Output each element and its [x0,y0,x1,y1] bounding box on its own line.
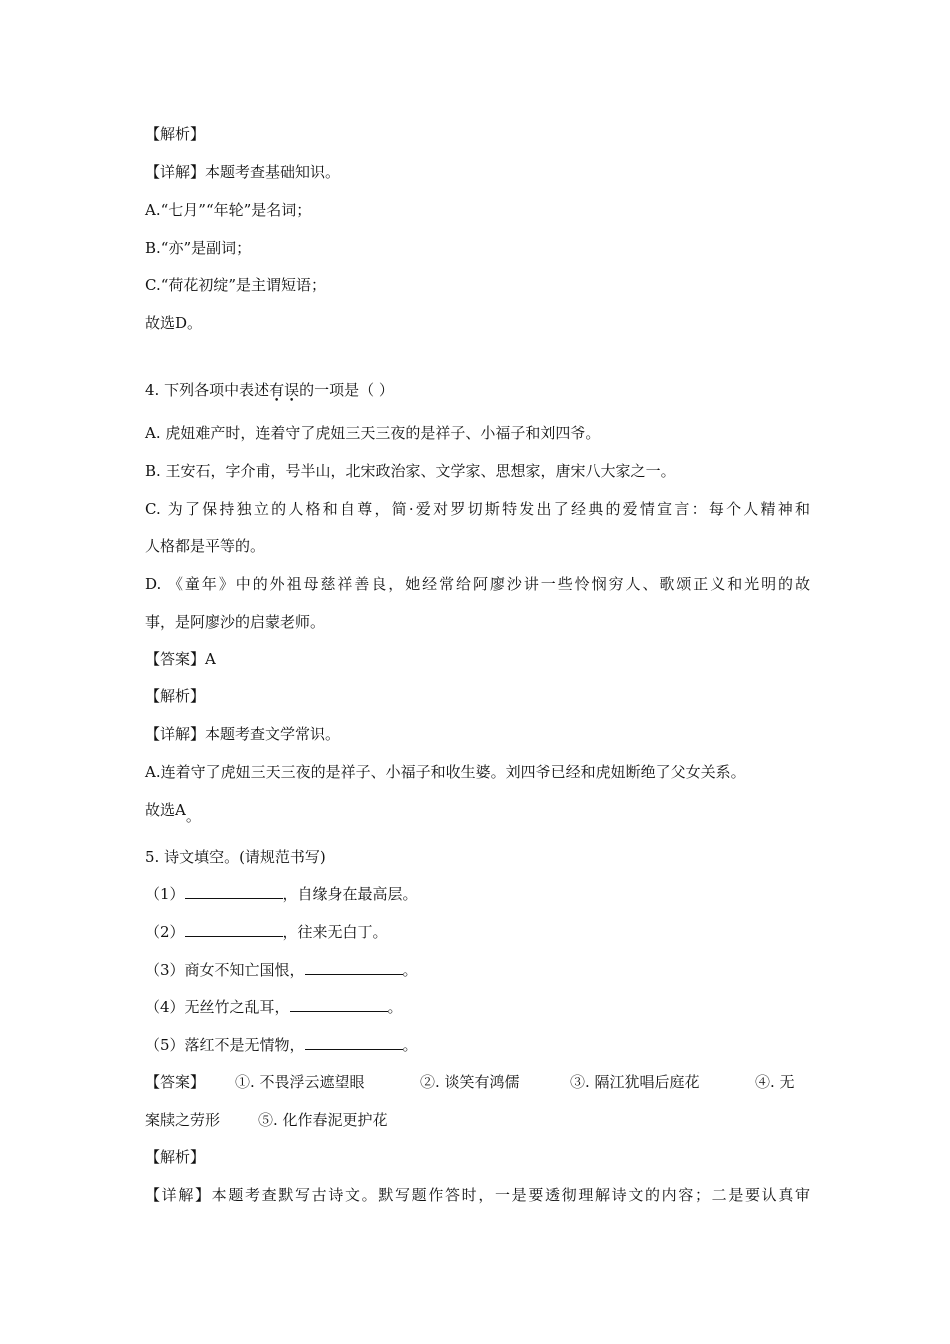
answer-3: ③. 隔江犹唱后庭花 [570,1073,700,1091]
stem-suffix: 的一项是（ ） [299,381,394,399]
conclusion-period: 。 [185,807,201,825]
emphasized-char: 有 [269,381,285,399]
question-4-option-c-line2: 人格都是平等的。 [145,537,266,555]
item-number: （1） [145,885,185,903]
detail-text: 【详解】本题考查基础知识。 [145,163,341,181]
conclusion [145,800,810,825]
item-text: ，自缘身在最高层。 [282,885,418,903]
fill-blank[interactable] [185,922,283,937]
item-end: 。 [402,1036,418,1054]
question-4-option-b: B. 王安石，字介甫，号半山，北宋政治家、文学家、思想家，唐宋八大家之一。 [145,462,676,480]
detail-text: 【详解】本题考查默写古诗文。默写题作答时，一是要透彻理解诗文的内容；二是要认真审 [145,1186,810,1204]
item-text: （3）商女不知亡国恨， [145,961,305,979]
poem-item-4 [145,997,810,1017]
poem-item-1 [145,884,810,904]
option-b-explain: B.“亦”是副词； [145,239,252,257]
emphasized-char: 误 [284,381,300,399]
option-a-explain: A.“七月”“年轮”是名词； [145,201,312,219]
question-4-option-c-line1: C. 为了保持独立的人格和自尊，简·爱对罗切斯特发出了经典的爱情宣言：每个人精神和 [145,500,810,518]
item-text: ，往来无白丁。 [282,923,388,941]
explain-text: A.连着守了虎妞三天三夜的是祥子、小福子和收生婆。刘四爷已经和虎妞断绝了父女关系。 [145,763,746,781]
answer-row-2 [145,1110,810,1130]
answer-2: ②. 谈笑有鸿儒 [420,1073,520,1091]
poem-item-2 [145,922,810,942]
question-4-option-d-line2: 事，是阿廖沙的启蒙老师。 [145,613,326,631]
question-4-stem [145,380,810,400]
fill-blank[interactable] [290,997,388,1012]
item-text: （5）落红不是无情物， [145,1036,305,1054]
stem-prefix: 4. 下列各项中表述 [145,381,270,399]
item-number: （2） [145,923,185,941]
poem-item-3 [145,960,810,980]
item-end: 。 [387,998,403,1016]
question-4-option-d-line1: D. 《童年》中的外祖母慈祥善良，她经常给阿廖沙讲一些怜悯穷人、歌颂正义和光明的故 [145,575,810,593]
answer-1: ①. 不畏浮云遮望眼 [235,1073,365,1091]
answer-4-part1: ④. 无 [755,1073,795,1091]
conclusion-text: 故选A [145,801,186,819]
conclusion: 故选D。 [145,314,203,332]
question-5-stem: 5. 诗文填空。(请规范书写) [145,848,326,866]
fill-blank[interactable] [185,884,283,899]
answer-label: 【答案】 [145,1073,206,1091]
analysis-label: 【解析】 [145,1148,206,1166]
analysis-label: 【解析】 [145,687,206,705]
item-text: （4）无丝竹之乱耳， [145,998,290,1016]
answer-label: 【答案】A [145,650,216,668]
answer-5: ⑤. 化作春泥更护花 [258,1111,388,1129]
option-c-explain: C.“荷花初绽”是主谓短语； [145,276,327,294]
detail-text: 【详解】本题考查文学常识。 [145,725,341,743]
question-4-option-a: A. 虎妞难产时，连着守了虎妞三天三夜的是祥子、小福子和刘四爷。 [145,424,601,442]
fill-blank[interactable] [305,1035,403,1050]
item-end: 。 [402,961,418,979]
poem-item-5 [145,1035,810,1055]
answer-4-part2: 案牍之劳形 [145,1111,221,1129]
analysis-label: 【解析】 [145,125,206,143]
fill-blank[interactable] [305,960,403,975]
